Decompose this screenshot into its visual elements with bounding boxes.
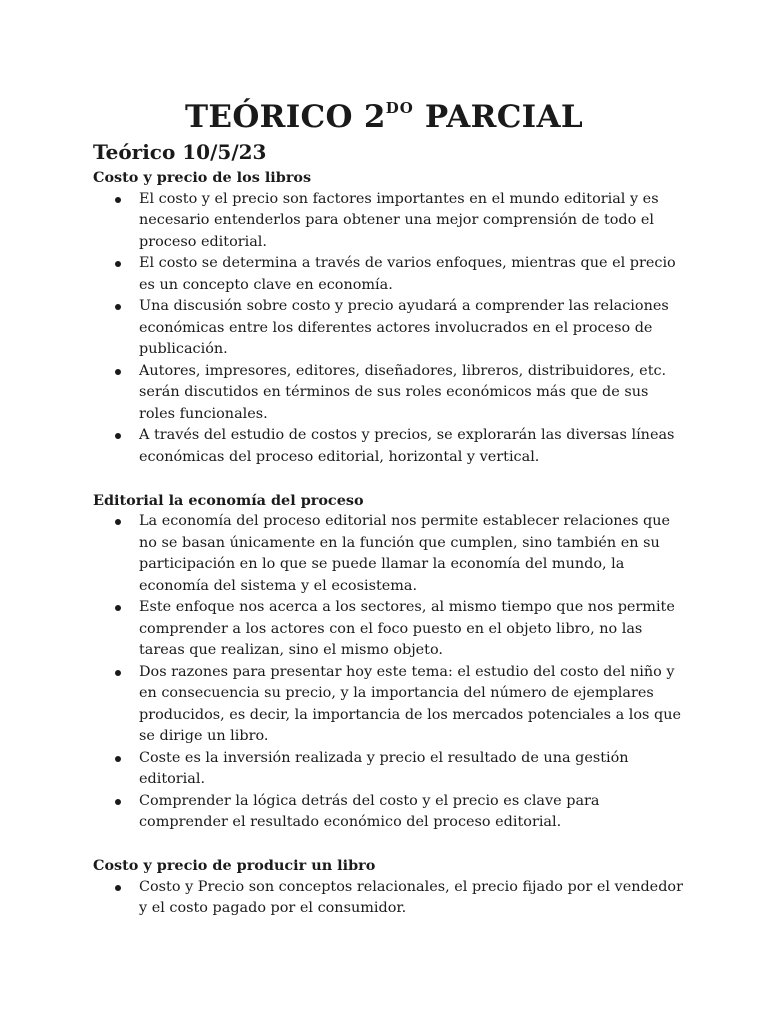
- list-item: [93, 425, 683, 468]
- bullet-icon: [115, 885, 121, 891]
- subsection-title-costo-producir-libro: Costo y precio de producir un libro: [93, 857, 376, 874]
- bullet-icon: [115, 261, 121, 267]
- subsection-title-costo-precio-libros: Costo y precio de los libros: [93, 169, 312, 186]
- bullet-icon: [115, 799, 121, 805]
- bullet-icon: [115, 369, 121, 375]
- list-item-text: A través del estudio de costos y precios, se explorarán las diversas líneas económicas del proceso editorial, horizontal y vertical.: [139, 427, 675, 465]
- bullet-list-editorial-economia: [93, 511, 683, 834]
- title-suffix: PARCIAL: [413, 99, 583, 135]
- document-content: [93, 139, 683, 920]
- list-item-text: Este enfoque nos acerca a los sectores, al mismo tiempo que nos permite comprender a los actores con el foco puesto en el objeto libro, no las tareas que realizan, sino el mismo objeto.: [139, 599, 675, 658]
- list-item: [93, 662, 683, 748]
- list-item-text: Costo y Precio son conceptos relacionales, el precio fijado por el vendedor y el costo pagado por el consumidor.: [139, 878, 683, 916]
- title-main: TEÓRICO 2: [185, 99, 386, 135]
- list-item: [93, 877, 683, 920]
- bullet-icon: [115, 756, 121, 762]
- bullet-list-costo-producir-libro: [93, 877, 683, 920]
- list-item: [93, 511, 683, 597]
- list-item-text: Comprender la lógica detrás del costo y el precio es clave para comprender el resultado económico del proceso editorial.: [139, 792, 600, 830]
- bullet-icon: [115, 605, 121, 611]
- list-item: [93, 791, 683, 834]
- bullet-icon: [115, 670, 121, 676]
- bullet-icon: [115, 519, 121, 525]
- bullet-list-costo-precio-libros: [93, 189, 683, 469]
- list-item-text: El costo se determina a través de varios enfoques, mientras que el precio es un concepto clave en economía.: [139, 255, 676, 293]
- bullet-icon: [115, 433, 121, 439]
- list-item: [93, 361, 683, 426]
- list-item: [93, 189, 683, 254]
- page-title: [0, 88, 768, 137]
- list-item-text: Coste es la inversión realizada y precio el resultado de una gestión editorial.: [139, 749, 629, 787]
- list-item: [93, 253, 683, 296]
- list-item-text: Autores, impresores, editores, diseñadores, libreros, distribuidores, etc. serán discutidos en términos de sus roles económicos más que de sus roles funcionales.: [139, 362, 667, 422]
- title-superscript: DO: [385, 99, 414, 117]
- list-item-text: La economía del proceso editorial nos permite establecer relaciones que no se basan únicamente en la función que cumplen, sino también en su participación en lo que se puede llamar la economía del mundo, la economía del sistema y el ecosistema.: [139, 513, 671, 594]
- list-item-text: Una discusión sobre costo y precio ayudará a comprender las relaciones económicas entre los diferentes actores involucrados en el proceso de publicación.: [139, 298, 669, 357]
- list-item: [93, 748, 683, 791]
- subsection-title-editorial-economia: Editorial la economía del proceso: [93, 491, 364, 509]
- spacer: [93, 468, 683, 490]
- section-heading: Teórico 10/5/23: [93, 140, 267, 164]
- list-item: [93, 597, 683, 662]
- spacer: [93, 834, 683, 856]
- list-item-text: El costo y el precio son factores importantes en el mundo editorial y es necesario entenderlos para obtener una mejor comprensión de todo el proceso editorial.: [139, 190, 659, 250]
- bullet-icon: [115, 304, 121, 310]
- list-item: [93, 296, 683, 361]
- bullet-icon: [115, 197, 121, 203]
- list-item-text: Dos razones para presentar hoy este tema: el estudio del costo del niño y en consecuencia su precio, y la importancia del número de ejemplares producidos, es decir, la importancia de los mercados potenciales a los que se dirige un libro.: [139, 663, 682, 744]
